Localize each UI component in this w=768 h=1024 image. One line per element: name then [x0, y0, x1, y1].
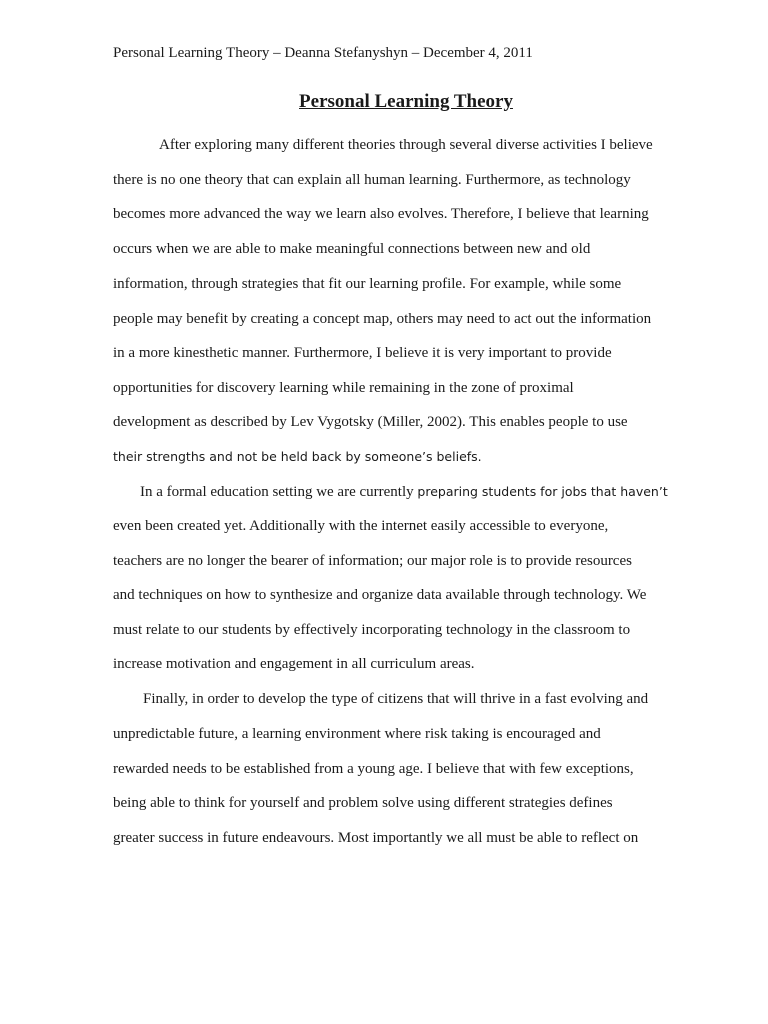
text-segment: In a formal education setting we are currently — [140, 484, 418, 500]
text-line: being able to think for yourself and problem solve using different strategies defines — [113, 795, 613, 811]
text-line: Finally, in order to develop the type of citizens that will thrive in a fast evolving and — [143, 691, 649, 707]
text-line: there is no one theory that can explain all human learning. Furthermore, as technology — [113, 172, 631, 188]
text-line — [140, 483, 668, 501]
text-line: increase motivation and engagement in all curriculum areas. — [113, 656, 475, 672]
text-line: becomes more advanced the way we learn also evolves. Therefore, I believe that learning — [113, 206, 649, 222]
text-line: opportunities for discovery learning while remaining in the zone of proximal — [113, 380, 574, 396]
text-line: must relate to our students by effectively incorporating technology in the classroom to — [113, 622, 631, 638]
text-line: their strengths and not be held back by someone’s beliefs. — [113, 449, 482, 464]
text-line: rewarded needs to be established from a young age. I believe that with few exceptions, — [113, 761, 634, 777]
text-line: development as described by Lev Vygotsky (Miller, 2002). This enables people to use — [113, 414, 628, 430]
text-line: greater success in future endeavours. Most importantly we all must be able to reflect on — [113, 830, 639, 846]
text-line: teachers are no longer the bearer of information; our major role is to provide resources — [113, 553, 632, 569]
running-header: Personal Learning Theory – Deanna Stefanyshyn – December 4, 2011 — [113, 45, 533, 61]
text-line: people may benefit by creating a concept map, others may need to act out the information — [113, 311, 652, 327]
text-line: After exploring many different theories through several diverse activities I believe — [159, 137, 653, 153]
text-line: and techniques on how to synthesize and organize data available through technology. We — [113, 587, 647, 603]
document-title: Personal Learning Theory — [299, 91, 513, 112]
text-line: occurs when we are able to make meaningful connections between new and old — [113, 241, 591, 257]
text-line: in a more kinesthetic manner. Furthermore, I believe it is very important to provide — [113, 345, 612, 361]
text-line: even been created yet. Additionally with the internet easily accessible to everyone, — [113, 518, 609, 534]
text-segment: preparing students for jobs that haven’t — [417, 484, 668, 499]
text-line: unpredictable future, a learning environment where risk taking is encouraged and — [113, 726, 601, 742]
text-line: information, through strategies that fit our learning profile. For example, while some — [113, 276, 622, 292]
